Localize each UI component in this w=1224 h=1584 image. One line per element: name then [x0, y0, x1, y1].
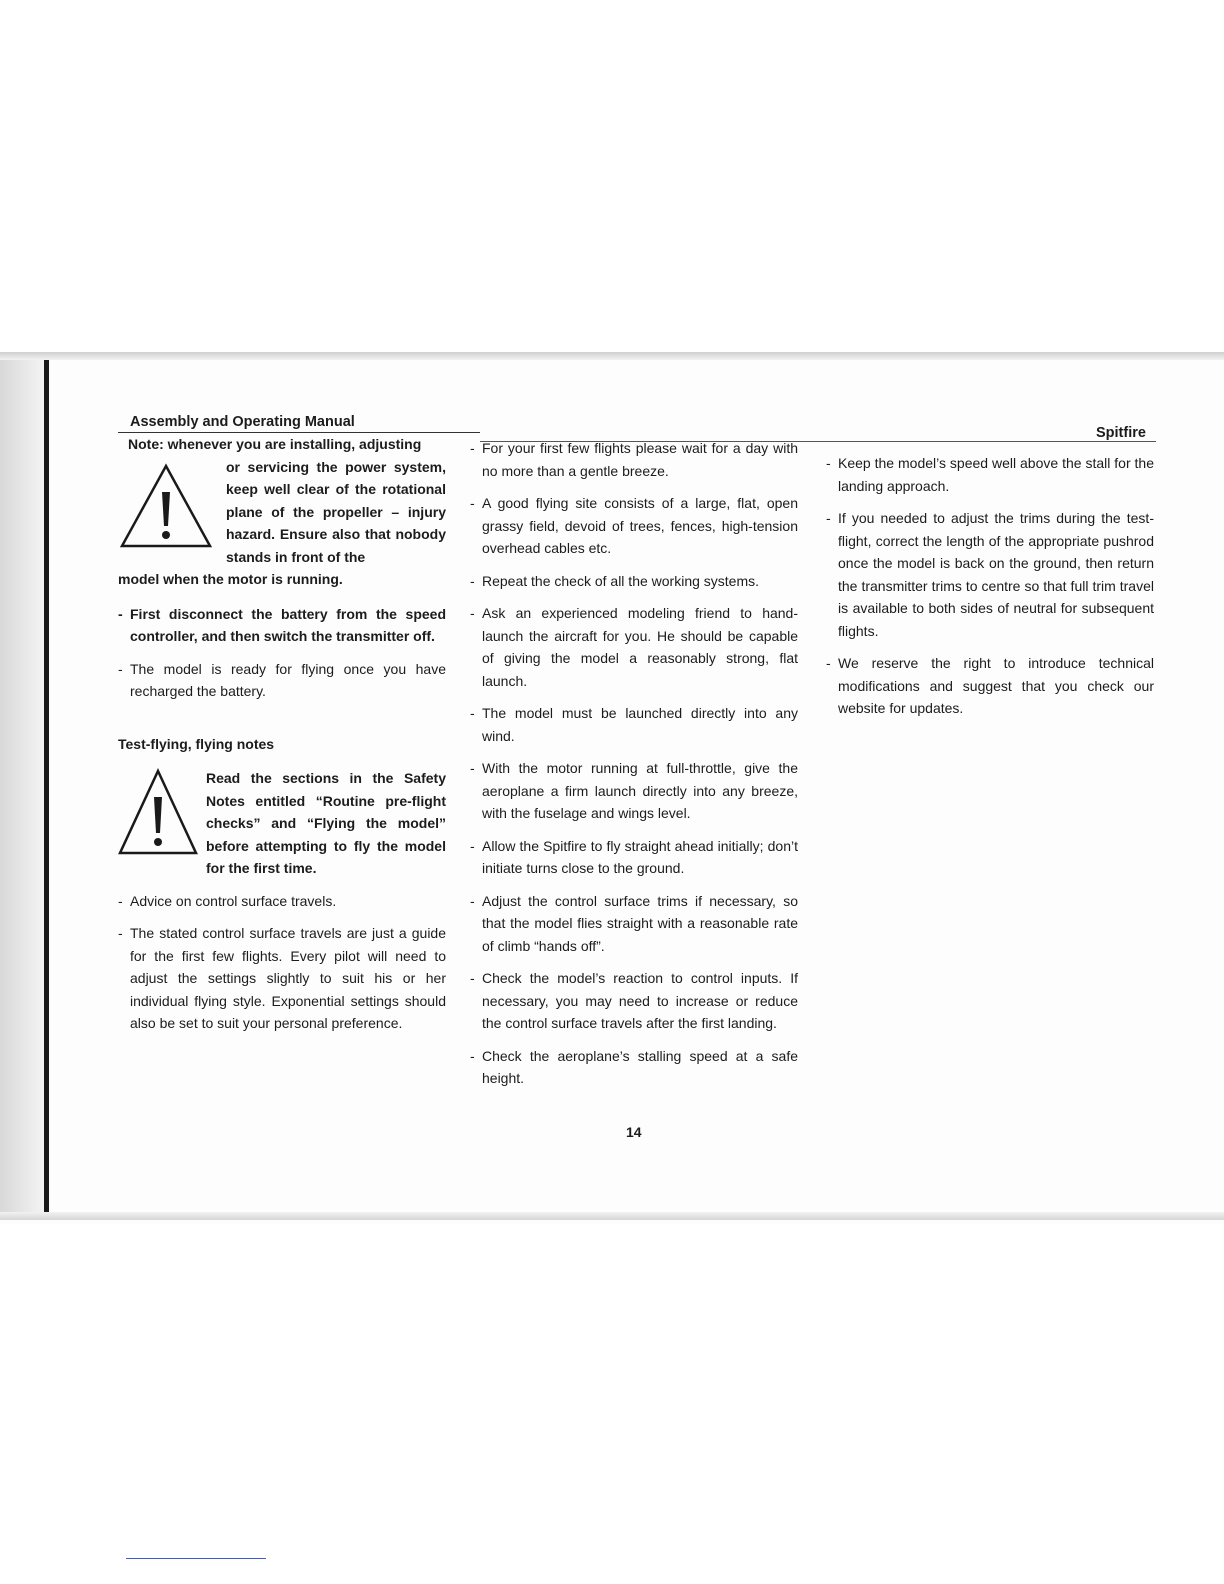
list-item: - For your first few flights please wait for a day with no more than a gentle breeze. — [470, 437, 798, 482]
list-item: - With the motor running at full-throttle, give the aeroplane a firm launch directly into any breeze, with the fuselage and wings level. — [470, 757, 798, 825]
list-item: - A good flying site consists of a large, flat, open grassy field, devoid of trees, fences, high-tension overhead cables etc. — [470, 492, 798, 560]
safety-note — [118, 433, 446, 591]
list-dash: - — [470, 495, 475, 511]
running-head-left: Assembly and Operating Manual — [130, 414, 355, 430]
list-item: - First disconnect the battery from the speed controller, and then switch the transmitter off. — [118, 603, 446, 648]
page-number: 14 — [626, 1124, 642, 1140]
list-dash: - — [470, 970, 475, 986]
list-dash: - — [118, 892, 123, 909]
note-warning-row — [118, 456, 446, 569]
binding-shadow — [0, 358, 44, 1216]
list-dash: - — [470, 837, 475, 854]
footnote-rule — [126, 1558, 266, 1559]
list-item: - The model is ready for flying once you have recharged the battery. — [118, 658, 446, 703]
list-item: - Keep the model’s speed well above the stall for the landing approach. — [826, 452, 1154, 497]
list-dash: - — [826, 655, 831, 671]
warning-triangle-icon — [118, 767, 206, 880]
list-item: - Repeat the check of all the working systems. — [470, 570, 798, 593]
flying-warning — [118, 767, 446, 880]
list-dash: - — [470, 760, 475, 776]
list-item: - If you needed to adjust the trims during the test-flight, correct the length of the appropriate pushrod once the model is back on the ground, then return the transmitter trims to centre so that full trim travel is available to both sides of neutral for subsequent flights. — [826, 507, 1154, 642]
list-dash: - — [470, 440, 475, 456]
list-dash: - — [826, 455, 831, 471]
list-dash: - — [826, 510, 831, 526]
column-middle — [470, 437, 798, 1100]
list-dash: - — [118, 660, 123, 677]
flying-warning-text: Read the sections in the Safety Notes entitled “Routine pre-flight checks” and “Flying the model” before attempting to fly the model for the first time. — [206, 770, 446, 876]
list-dash: - — [470, 892, 475, 909]
warning-triangle-icon — [118, 456, 226, 569]
list-item: - We reserve the right to introduce technical modifications and suggest that you check our website for updates. — [826, 652, 1154, 720]
list-dash: - — [118, 925, 123, 941]
list-dash: - — [470, 1047, 475, 1064]
note-warning-text: or servicing the power system, keep well clear of the rotational plane of the propeller – injury hazard. Ensure also that nobody stands in front of the — [226, 458, 446, 565]
scan-edge-top — [0, 352, 1224, 360]
list-dash: - — [470, 605, 475, 621]
book-binding — [44, 358, 49, 1216]
list-item: - Adjust the control surface trims if necessary, so that the model flies straight with a reasonable rate of climb “hands off”. — [470, 890, 798, 958]
note-last-line: model when the motor is running. — [118, 571, 343, 587]
section-title: Test-flying, flying notes — [118, 735, 275, 752]
list-item: - Check the aeroplane’s stalling speed at a safe height. — [470, 1045, 798, 1090]
list-item: - The stated control surface travels are just a guide for the first few flights. Every pilot will need to adjust the settings slightly to suit his or her individual flying style. Exponential settings should also be set to suit your personal preference. — [118, 922, 446, 1035]
list-item: - Ask an experienced modeling friend to hand-launch the aircraft for you. He should be capable of giving the model a reasonably strong, flat launch. — [470, 602, 798, 692]
list-item: - The model must be launched directly into any wind. — [470, 702, 798, 747]
list-dash: - — [470, 572, 475, 589]
list-dash: - — [118, 605, 123, 622]
list-dash: - — [470, 705, 475, 721]
note-first-line: Note: whenever you are installing, adjusting — [128, 436, 422, 452]
list-item: - Check the model’s reaction to control inputs. If necessary, you may need to increase or reduce the control surface travels after the first landing. — [470, 967, 798, 1035]
list-item: - Advice on control surface travels. — [118, 890, 446, 913]
column-right — [826, 452, 1154, 730]
column-left — [118, 433, 446, 1045]
scan-edge-bottom — [0, 1212, 1224, 1220]
running-head-right: Spitfire — [1096, 425, 1146, 441]
list-item: - Allow the Spitfire to fly straight ahead initially; don’t initiate turns close to the ground. — [470, 835, 798, 880]
